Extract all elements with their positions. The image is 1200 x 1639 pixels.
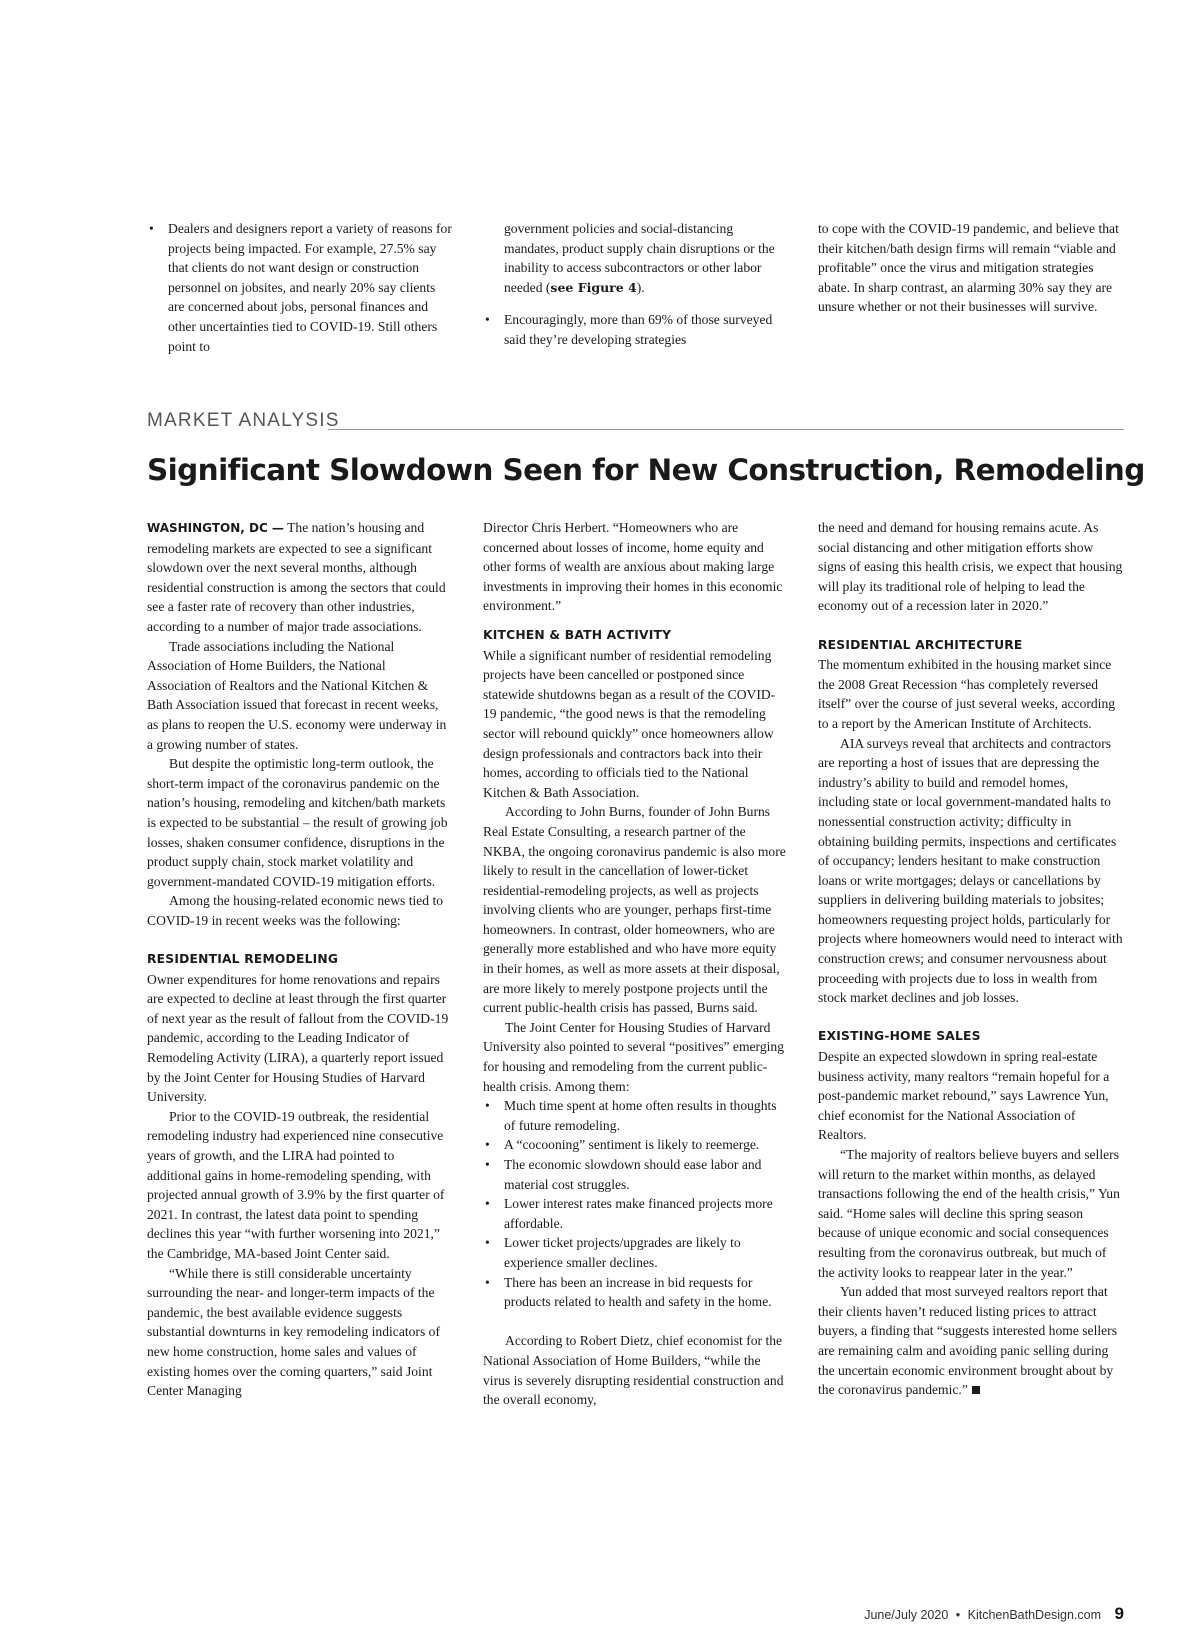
paragraph: Prior to the COVID-19 outbreak, the residential remodeling industry had experienced nine consecutive years of growth, and the LIRA had pointed to additional gains in home-remodeling spending, with projected annual growth of 3.9% by the first quarter of 2021. In contrast, the latest data point to spending declines this year “with further worsening into 2021,” the Cambridge, MA-based Joint Center said. xyxy=(147,1108,445,1261)
list-item: • Dealers and designers report a variety of reasons for projects being impacted. For example, 27.5% say that clients do not want design or construction personnel on jobsites, and nearly 20% say clients are concerned about jobs, personal finances and other uncertainties tied to COVID-19. Still others point to xyxy=(147,219,452,356)
prev-article-col-2 xyxy=(483,219,788,363)
page-number: 9 xyxy=(1114,1604,1124,1623)
paragraph: “While there is still considerable uncertainty surrounding the near- and longer-term impacts of the pandemic, the best available evidence suggests substantial downturns in key remodeling indicators of new home construction, home sales and values of existing homes over the coming quarters,” said Joint Center Managing xyxy=(147,1265,440,1399)
paragraph: Yun added that most surveyed realtors report that their clients haven’t reduced listing prices to attract buyers, a finding that “suggests interested home sellers are remaining calm and avoiding panic selling during the uncertain economic environment brought about by the coronavirus pandemic.” xyxy=(818,1284,1117,1398)
paragraph: Trade associations including the National Association of Home Builders, the National Association of Realtors and the National Kitchen & Bath Association issued that forecast in recent weeks, as plans to reopen the U.S. economy were underway in a growing number of states. xyxy=(147,638,447,752)
article-col-1 xyxy=(147,518,452,1401)
list-item: • There has been an increase in bid requests for products related to health and safety in the home. xyxy=(483,1273,788,1312)
list-item: • The economic slowdown should ease labor and material cost struggles. xyxy=(483,1155,788,1194)
positives-list xyxy=(483,1096,788,1312)
list-item: • Lower interest rates make financed projects more affordable. xyxy=(483,1194,788,1233)
subheading-kitchen-bath-activity: KITCHEN & BATH ACTIVITY xyxy=(483,627,672,642)
issue-date: June/July 2020 xyxy=(864,1608,949,1622)
list-item: • A “cocooning” sentiment is likely to reemerge. xyxy=(483,1135,788,1155)
paragraph: According to John Burns, founder of John Burns Real Estate Consulting, a research partner of the NKBA, the ongoing coronavirus pandemic is also more likely to result in the cancellation of lower-ticket residential-remodeling projects, as well as projects involving clients who are younger, perhaps first-time homeowners. In contrast, older homeowners, who are generally more established and who have more equity in their homes, as well as more assets at their disposal, are more likely to merely postpone projects until the current public-health crisis has passed, Burns said. xyxy=(483,804,786,1016)
bullet-list xyxy=(483,219,788,350)
paragraph: Owner expenditures for home renovations and repairs are expected to decline at least through the first quarter of next year as the result of fallout from the COVID-19 pandemic, according to the Leading Indicator of Remodeling Activity (LIRA), a quarterly report issued by the Joint Center for Housing Studies of Harvard University. xyxy=(147,971,449,1105)
paragraph: Among the housing-related economic news tied to COVID-19 in recent weeks was the following: xyxy=(147,893,444,928)
section-label: MARKET ANALYSIS xyxy=(147,410,340,431)
article-col-2 xyxy=(483,518,788,1410)
end-of-article-mark xyxy=(972,1386,980,1394)
list-item-continued: government policies and social-distancing mandates, product supply chain disruptions or the inability to access subcontractors or other labor needed (see Figure 4). xyxy=(504,221,775,295)
paragraph: According to Robert Dietz, chief economist for the National Association of Home Builders, “while the virus is severely disrupting residential construction and the overall economy, xyxy=(483,1333,784,1408)
paragraph: Despite an expected slowdown in spring real-estate business activity, many realtors “remain hopeful for a post-pandemic market rebound,” says Lawrence Yun, chief economist for the National Association of Realtors. xyxy=(818,1049,1110,1143)
prev-article-col-1 xyxy=(147,219,452,369)
paragraph: AIA surveys reveal that architects and contractors are reporting a host of issues that are depressing the industry’s ability to build and remodel homes, including state or local government-mandated halts to nonessential construction activity; difficulty in obtaining building permits, inspections and certificates of occupancy; lenders hesitant to make construction loans or write mortgages; delays or cancellations by suppliers in delivering building materials to jobsites; homeowners requesting project holds, particularly for projects where homeowners would need to interact with construction crews; and consumer nervousness about proceeding with projects due to loss in wealth from stock market declines and job losses. xyxy=(818,735,1123,1006)
subheading-residential-remodeling: RESIDENTIAL REMODELING xyxy=(147,952,339,967)
figure-reference: see Figure 4 xyxy=(550,279,637,295)
paragraph: to cope with the COVID-19 pandemic, and believe that their kitchen/bath design firms will remain “viable and profitable” once the virus and mitigation strategies abate. In sharp contrast, an alarming 30% say they are unsure whether or not their businesses will survive. xyxy=(818,221,1119,315)
dateline: WASHINGTON, DC — xyxy=(147,521,284,535)
paragraph: “The majority of realtors believe buyers and sellers will return to the market within months, as delayed transactions following the end of the health crisis,” Yun said. “Home sales will decline this spring season because of unique economic and social consequences resulting from the coronavirus outbreak, but much of the activity looks to reappear later in the year.” xyxy=(818,1147,1120,1280)
prev-article-col-3 xyxy=(818,219,1123,317)
website-link[interactable]: KitchenBathDesign.com xyxy=(967,1608,1102,1622)
section-divider xyxy=(328,429,1124,430)
article-col-3 xyxy=(818,518,1123,1400)
subheading-existing-home-sales: EXISTING-HOME SALES xyxy=(818,1029,981,1044)
list-item: • Much time spent at home often results in thoughts of future remodeling. xyxy=(483,1096,788,1135)
paragraph: The momentum exhibited in the housing market since the 2008 Great Recession “has completely reversed itself” over the course of just several weeks, according to a report by the American Institute of Architects. xyxy=(818,657,1116,731)
list-item: • Encouragingly, more than 69% of those surveyed said they’re developing strategies xyxy=(483,310,788,349)
paragraph: While a significant number of residential remodeling projects have been cancelled or postponed since statewide shutdowns began as a result of the COVID-19 pandemic, “the good news is that the remodeling sector will rebound quickly” once homeowners allow design professionals and contractors back into their homes, according to officials tied to the National Kitchen & Bath Association. xyxy=(483,647,776,800)
paragraph: Director Chris Herbert. “Homeowners who are concerned about losses of income, home equity and other forms of wealth are anxious about making large investments in improving their homes in this economic environment.” xyxy=(483,520,783,614)
paragraph: The Joint Center for Housing Studies of Harvard University also pointed to several “positives” emerging for housing and remodeling from the current public-health crisis. Among them: xyxy=(483,1019,785,1094)
footer-separator: • xyxy=(955,1608,961,1622)
list-item: • Lower ticket projects/upgrades are likely to experience smaller declines. xyxy=(483,1233,788,1272)
bullet-list xyxy=(147,219,452,356)
page-footer xyxy=(864,1604,1124,1624)
paragraph: WASHINGTON, DC — The nation’s housing and remodeling markets are expected to see a significant slowdown over the next several months, although residential construction is among the sectors that could see a faster rate of recovery than other industries, according to a number of major trade associations. xyxy=(147,520,446,634)
paragraph: But despite the optimistic long-term outlook, the short-term impact of the coronavirus pandemic on the nation’s housing, remodeling and kitchen/bath markets is expected to be substantial – the result of growing job losses, shaken consumer confidence, disruptions in the product supply chain, stock market volatility and government-mandated COVID-19 mitigation efforts. xyxy=(147,756,448,889)
paragraph: the need and demand for housing remains acute. As social distancing and other mitigation efforts show signs of easing this health crisis, we expect that housing will play its traditional role of helping to lead the economy out of a recession later in 2020.” xyxy=(818,520,1123,614)
subheading-residential-architecture: RESIDENTIAL ARCHITECTURE xyxy=(818,637,1023,652)
article-headline: Significant Slowdown Seen for New Construction, Remodeling xyxy=(147,453,1145,487)
